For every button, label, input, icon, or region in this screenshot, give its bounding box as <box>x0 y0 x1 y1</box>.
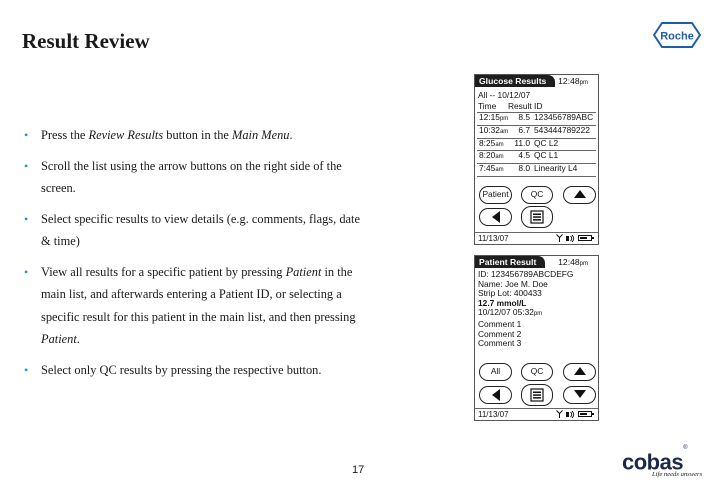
row-result: 8.5 <box>518 112 530 123</box>
row-result-id: QC L1 <box>534 150 559 161</box>
glucose-filter: All -- 10/12/07 <box>478 90 531 100</box>
column-time: Time <box>478 100 497 111</box>
status-icons <box>556 410 592 418</box>
glucose-result-row[interactable] <box>477 164 596 177</box>
scroll-down-button[interactable] <box>563 386 596 404</box>
emphasized-term: Review Results <box>88 128 164 142</box>
glucose-results-tab: Glucose Results <box>475 75 555 87</box>
status-icons <box>556 234 592 242</box>
roche-logo-text: Roche <box>660 30 694 43</box>
all-button[interactable]: All <box>479 363 512 381</box>
glucose-results-screen <box>474 74 599 245</box>
bullet-dot-icon: • <box>24 362 29 377</box>
instruction-bullet <box>24 359 369 382</box>
row-result-id: Linearity L4 <box>534 163 578 173</box>
patient-result-tab: Patient Result <box>475 256 545 268</box>
emphasized-term: Patient <box>41 332 77 346</box>
glucose-clock: 12:48pm <box>558 76 588 86</box>
bullet-dot-icon: • <box>24 128 29 142</box>
comment-list <box>475 320 598 349</box>
back-button[interactable] <box>479 208 512 226</box>
comment-line: Comment 1 <box>478 318 522 329</box>
glucose-status-bar <box>475 232 598 244</box>
bullet-text: Press the <box>41 128 89 142</box>
row-time: 12:15pm <box>479 112 509 123</box>
menu-button[interactable] <box>521 206 553 228</box>
row-result-id: 543444789222 <box>534 124 590 135</box>
list-menu-icon <box>530 210 544 224</box>
instruction-bullet <box>24 208 369 253</box>
patient-button[interactable]: Patient <box>479 186 512 204</box>
antenna-icon <box>556 410 563 418</box>
comment-line: Comment 3 <box>478 338 522 349</box>
patient-clock: 12:48pm <box>558 257 588 267</box>
bullet-dot-icon: • <box>24 158 29 173</box>
battery-icon <box>578 235 592 241</box>
strip-lot: Strip Lot: 400433 <box>478 288 542 299</box>
status-date: 11/13/07 <box>478 234 509 243</box>
back-button[interactable] <box>479 386 512 404</box>
antenna-icon <box>556 234 563 242</box>
bullet-text: View all results for a specific patient by pressing <box>41 264 286 279</box>
list-menu-icon <box>530 388 544 402</box>
glucose-results-table <box>477 112 596 177</box>
patient-status-bar <box>475 408 598 420</box>
patient-screen-header <box>475 256 598 269</box>
slide-title: Result Review <box>22 29 150 53</box>
row-time: 7:45am <box>479 163 504 173</box>
bullet-text: Scroll the list using the arrow buttons on the right side of the screen. <box>41 158 342 195</box>
row-time: 10:32am <box>479 124 509 135</box>
glucose-value: 12.7 mmol/L <box>478 297 527 308</box>
page-number: 17 <box>352 464 365 476</box>
instruction-bullet <box>24 155 369 200</box>
row-result: 4.5 <box>518 150 530 161</box>
roche-logo <box>653 22 701 48</box>
row-result-id: QC L2 <box>534 137 559 148</box>
qc-button[interactable]: QC <box>521 186 553 204</box>
scroll-up-button[interactable] <box>563 186 596 204</box>
instruction-list <box>24 124 369 389</box>
bullet-text: Select only QC results by pressing the respective button. <box>41 362 322 377</box>
cobas-logo <box>622 445 704 478</box>
cobas-wordmark: cobas® <box>622 445 688 475</box>
instruction-bullet <box>24 261 369 351</box>
row-result: 11.0 <box>514 137 530 148</box>
cobas-tagline: Life needs answers <box>652 471 703 478</box>
result-datetime: 10/12/07 05:32pm <box>478 307 543 318</box>
patient-id: ID: 123456789ABCDEFG <box>478 269 574 279</box>
qc-button[interactable]: QC <box>521 363 553 381</box>
glucose-screen-header <box>475 75 598 88</box>
arrow-down-icon <box>573 389 587 399</box>
bullet-text: button in the <box>163 128 233 142</box>
row-result: 8.0 <box>518 163 530 173</box>
arrow-up-icon <box>573 366 587 376</box>
glucose-columns <box>475 102 598 112</box>
emphasized-term: Patient <box>285 264 322 279</box>
scroll-up-button[interactable] <box>563 363 596 381</box>
patient-result-screen <box>474 255 599 421</box>
bullet-text: . <box>289 128 293 142</box>
battery-icon <box>578 411 592 417</box>
bullet-text: in the main list, and afterwards entering a Patient ID, or selecting a specific result for this patient in the main list, and then pressing <box>41 264 356 324</box>
row-result: 6.7 <box>518 124 530 135</box>
arrow-left-icon <box>491 389 501 401</box>
row-time: 8:20am <box>479 150 504 161</box>
menu-button[interactable] <box>521 384 553 406</box>
wireless-icon <box>566 411 575 418</box>
status-date: 11/13/07 <box>478 410 509 419</box>
arrow-left-icon <box>491 211 501 223</box>
bullet-text: Select specific results to view details (e.g. comments, flags, date & time) <box>41 211 360 248</box>
row-time: 8:25am <box>479 137 504 148</box>
instruction-bullet <box>24 124 369 147</box>
bullet-dot-icon: • <box>24 211 29 226</box>
column-result-id: Result ID <box>507 100 543 111</box>
wireless-icon <box>566 235 575 242</box>
row-result-id: 123456789ABC <box>534 112 594 123</box>
emphasized-term: Main Menu <box>232 128 290 142</box>
patient-name: Name: Joe M. Doe <box>478 278 548 289</box>
comment-line: Comment 2 <box>478 328 522 339</box>
arrow-up-icon <box>573 189 587 199</box>
bullet-text: . <box>76 332 80 346</box>
bullet-dot-icon: • <box>24 264 29 279</box>
